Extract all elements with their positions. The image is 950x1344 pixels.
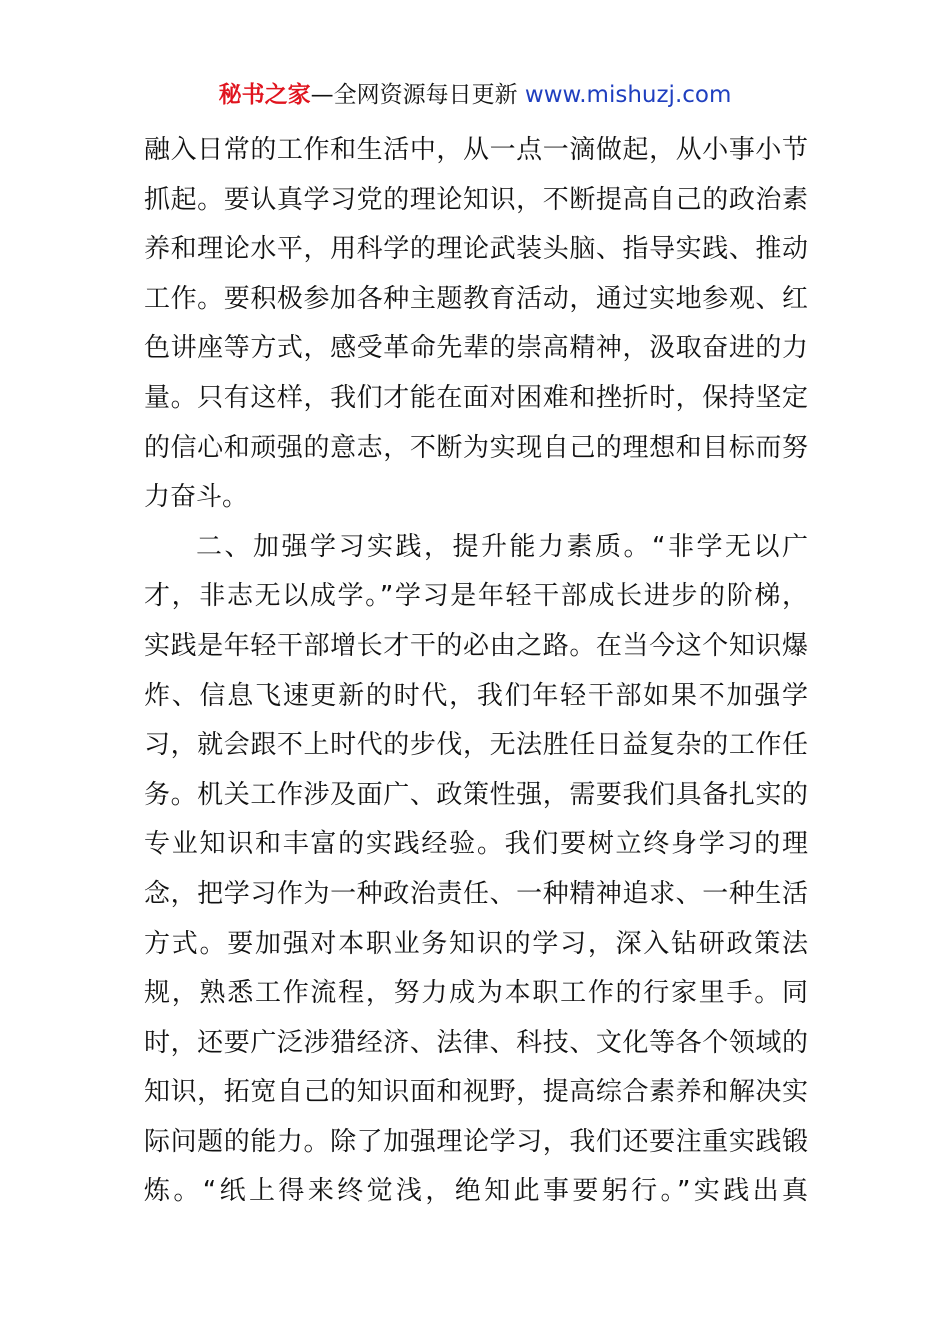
text-line: 专业知识和丰富的实践经验。我们要树立终身学习的理 bbox=[144, 829, 808, 860]
section-heading-line: 二、加强学习实践，提升能力素质。“非学无以广 bbox=[196, 531, 808, 562]
text-line: 抓起。要认真学习党的理论知识，不断提高自己的政治素 bbox=[144, 184, 808, 215]
text-line: 量。只有这样，我们才能在面对困难和挫折时，保持坚定 bbox=[144, 382, 808, 413]
text-line: 工作。要积极参加各种主题教育活动，通过实地参观、红 bbox=[144, 283, 808, 314]
text-line: 务。机关工作涉及面广、政策性强，需要我们具备扎实的 bbox=[144, 779, 808, 810]
text-line: 力奋斗。 bbox=[144, 482, 249, 513]
text-line: 习，就会跟不上时代的步伐，无法胜任日益复杂的工作任 bbox=[144, 730, 808, 761]
text-line: 方式。要加强对本职业务知识的学习，深入钻研政策法 bbox=[144, 928, 808, 959]
text-line: 时，还要广泛涉猎经济、法律、科技、文化等各个领域的 bbox=[144, 1027, 808, 1058]
text-line: 才，非志无以成学。”学习是年轻干部成长进步的阶梯， bbox=[144, 581, 808, 612]
site-tagline: —全网资源每日更新 bbox=[310, 82, 525, 108]
text-line: 炸、信息飞速更新的时代，我们年轻干部如果不加强学 bbox=[144, 680, 808, 711]
site-header bbox=[0, 78, 950, 112]
document-body bbox=[144, 126, 808, 1217]
text-line: 炼。“纸上得来终觉浅，绝知此事要躬行。”实践出真 bbox=[144, 1176, 808, 1207]
text-line: 际问题的能力。除了加强理论学习，我们还要注重实践锻 bbox=[144, 1126, 808, 1157]
text-line: 养和理论水平，用科学的理论武装头脑、指导实践、推动 bbox=[144, 234, 808, 265]
text-line: 实践是年轻干部增长才干的必由之路。在当今这个知识爆 bbox=[144, 630, 808, 661]
text-line: 的信心和顽强的意志，不断为实现自己的理想和目标而努 bbox=[144, 432, 808, 463]
text-line: 规，熟悉工作流程，努力成为本职工作的行家里手。同 bbox=[144, 978, 808, 1009]
text-line: 融入日常的工作和生活中，从一点一滴做起，从小事小节 bbox=[144, 135, 808, 165]
text-line: 念，把学习作为一种政治责任、一种精神追求、一种生活 bbox=[144, 878, 808, 909]
text-line: 知识，拓宽自己的知识面和视野，提高综合素养和解决实 bbox=[144, 1077, 808, 1108]
site-brand: 秘书之家 bbox=[218, 82, 311, 108]
site-url-link[interactable]: www.mishuzj.com bbox=[524, 82, 732, 108]
text-line: 色讲座等方式，感受革命先辈的崇高精神，汲取奋进的力 bbox=[144, 333, 808, 364]
